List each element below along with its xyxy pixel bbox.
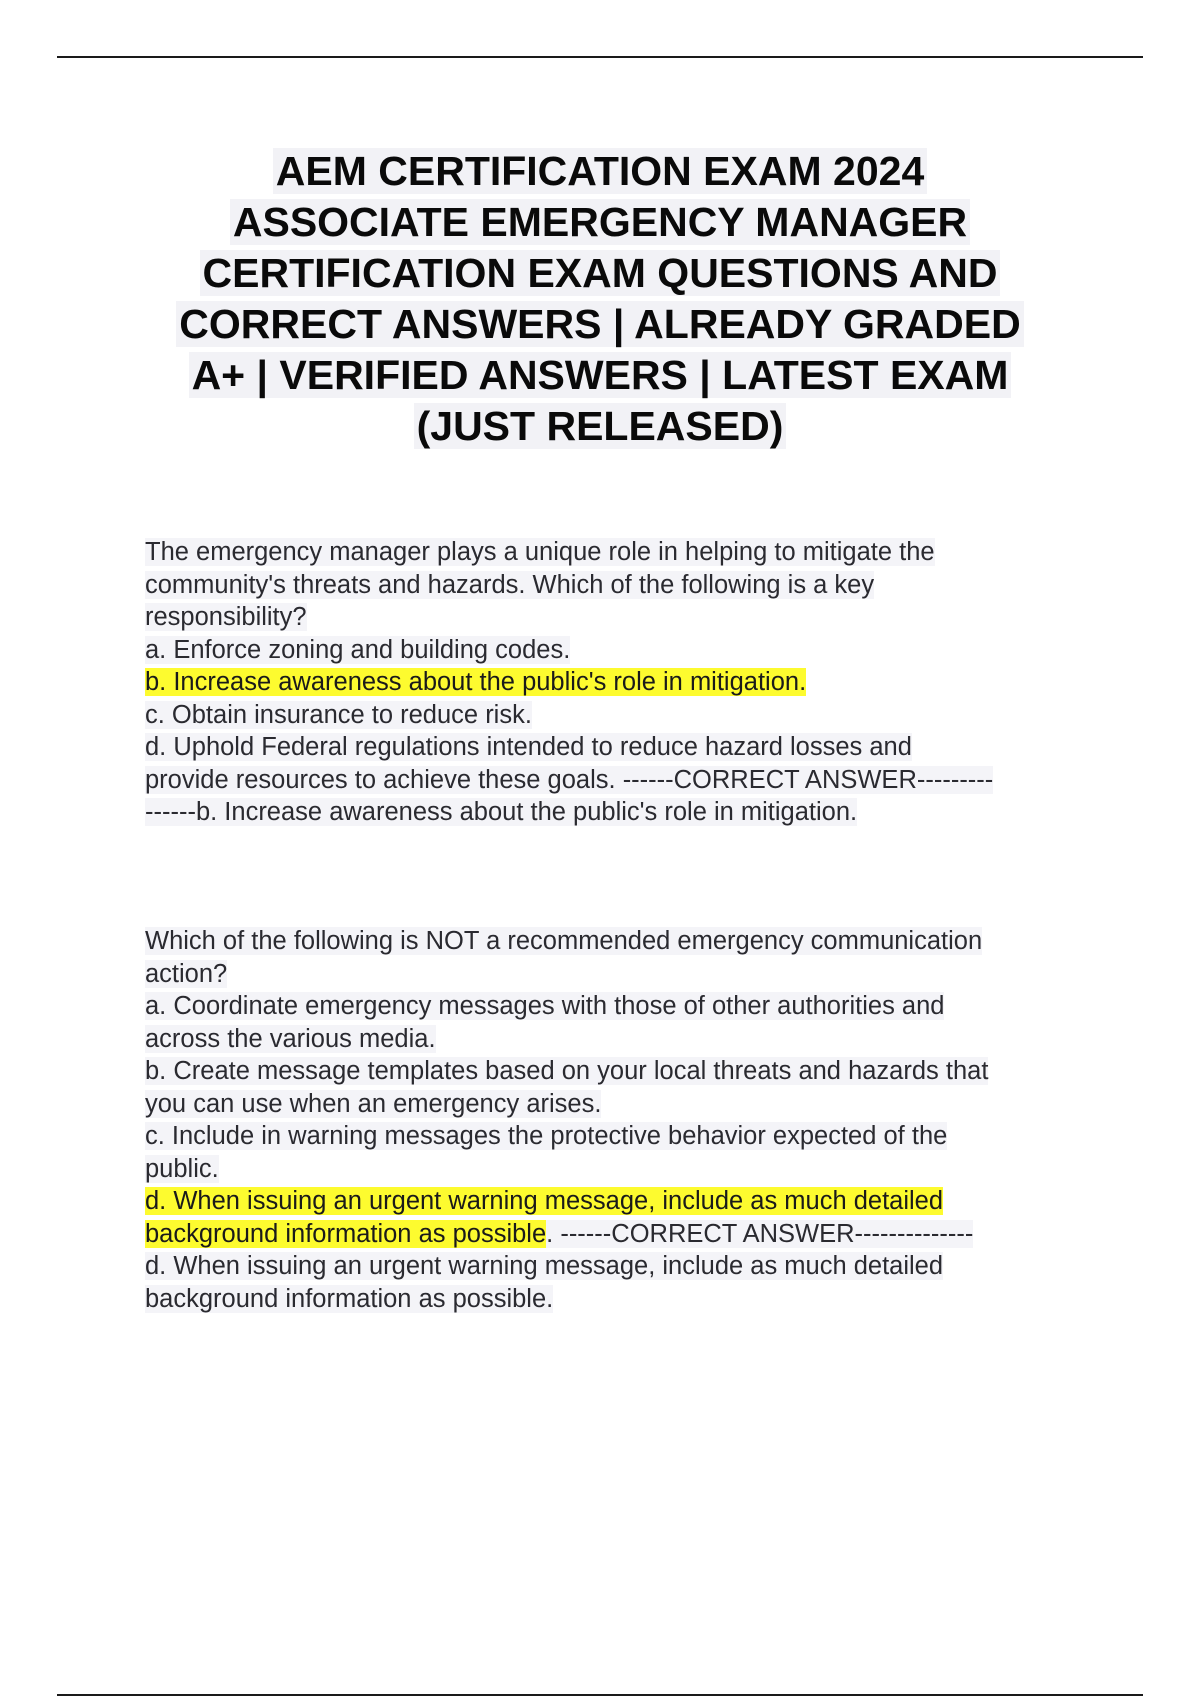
- question-text-line: The emergency manager plays a unique role in helping to mitigate the: [145, 538, 935, 566]
- answer-option-b: you can use when an emergency arises.: [145, 1089, 602, 1118]
- answer-option-d: d. Uphold Federal regulations intended to reduce hazard losses and: [145, 733, 912, 761]
- answer-option-a: a. Enforce zoning and building codes.: [145, 635, 571, 664]
- answer-option-b-highlighted: b. Increase awareness about the public's role in mitigation.: [145, 668, 807, 696]
- title-line: CORRECT ANSWERS | ALREADY GRADED: [100, 299, 1100, 350]
- correct-answer-line: provide resources to achieve these goals. ------CORRECT ANSWER---------: [145, 765, 994, 794]
- question-block-1: [145, 536, 1095, 829]
- title-line: A+ | VERIFIED ANSWERS | LATEST EXAM: [100, 350, 1100, 401]
- correct-answer-line: ------b. Increase awareness about the public's role in mitigation.: [145, 798, 858, 826]
- title-line: AEM CERTIFICATION EXAM 2024: [100, 146, 1100, 197]
- answer-option-c: public.: [145, 1154, 219, 1183]
- correct-answer-marker: . ------CORRECT ANSWER--------------: [546, 1219, 974, 1248]
- question-text-line: community's threats and hazards. Which of the following is a key: [145, 570, 875, 599]
- title-line: CERTIFICATION EXAM QUESTIONS AND: [100, 248, 1100, 299]
- answer-option-b: b. Create message templates based on your local threats and hazards that: [145, 1057, 989, 1085]
- answer-option-c: c. Obtain insurance to reduce risk.: [145, 700, 532, 729]
- bottom-rule: [57, 1694, 1143, 1696]
- answer-option-a: a. Coordinate emergency messages with those of other authorities and: [145, 992, 945, 1020]
- top-rule: [57, 56, 1143, 58]
- question-text-line: action?: [145, 959, 228, 988]
- answer-option-a: across the various media.: [145, 1024, 436, 1053]
- question-block-2: [145, 925, 1095, 1315]
- question-text-line: responsibility?: [145, 603, 307, 631]
- answer-option-c: c. Include in warning messages the protective behavior expected of the: [145, 1122, 948, 1150]
- answer-option-d-highlighted: d. When issuing an urgent warning message, include as much detailed: [145, 1187, 944, 1215]
- correct-answer-line: background information as possible.: [145, 1284, 554, 1313]
- correct-answer-line: d. When issuing an urgent warning message, include as much detailed: [145, 1252, 944, 1280]
- title-line: (JUST RELEASED): [100, 401, 1100, 452]
- answer-option-d-highlighted: background information as possible. ------CORRECT ANSWER--------------: [145, 1219, 974, 1248]
- document-title: [100, 146, 1100, 452]
- title-line: ASSOCIATE EMERGENCY MANAGER: [100, 197, 1100, 248]
- question-text-line: Which of the following is NOT a recommended emergency communication: [145, 927, 983, 955]
